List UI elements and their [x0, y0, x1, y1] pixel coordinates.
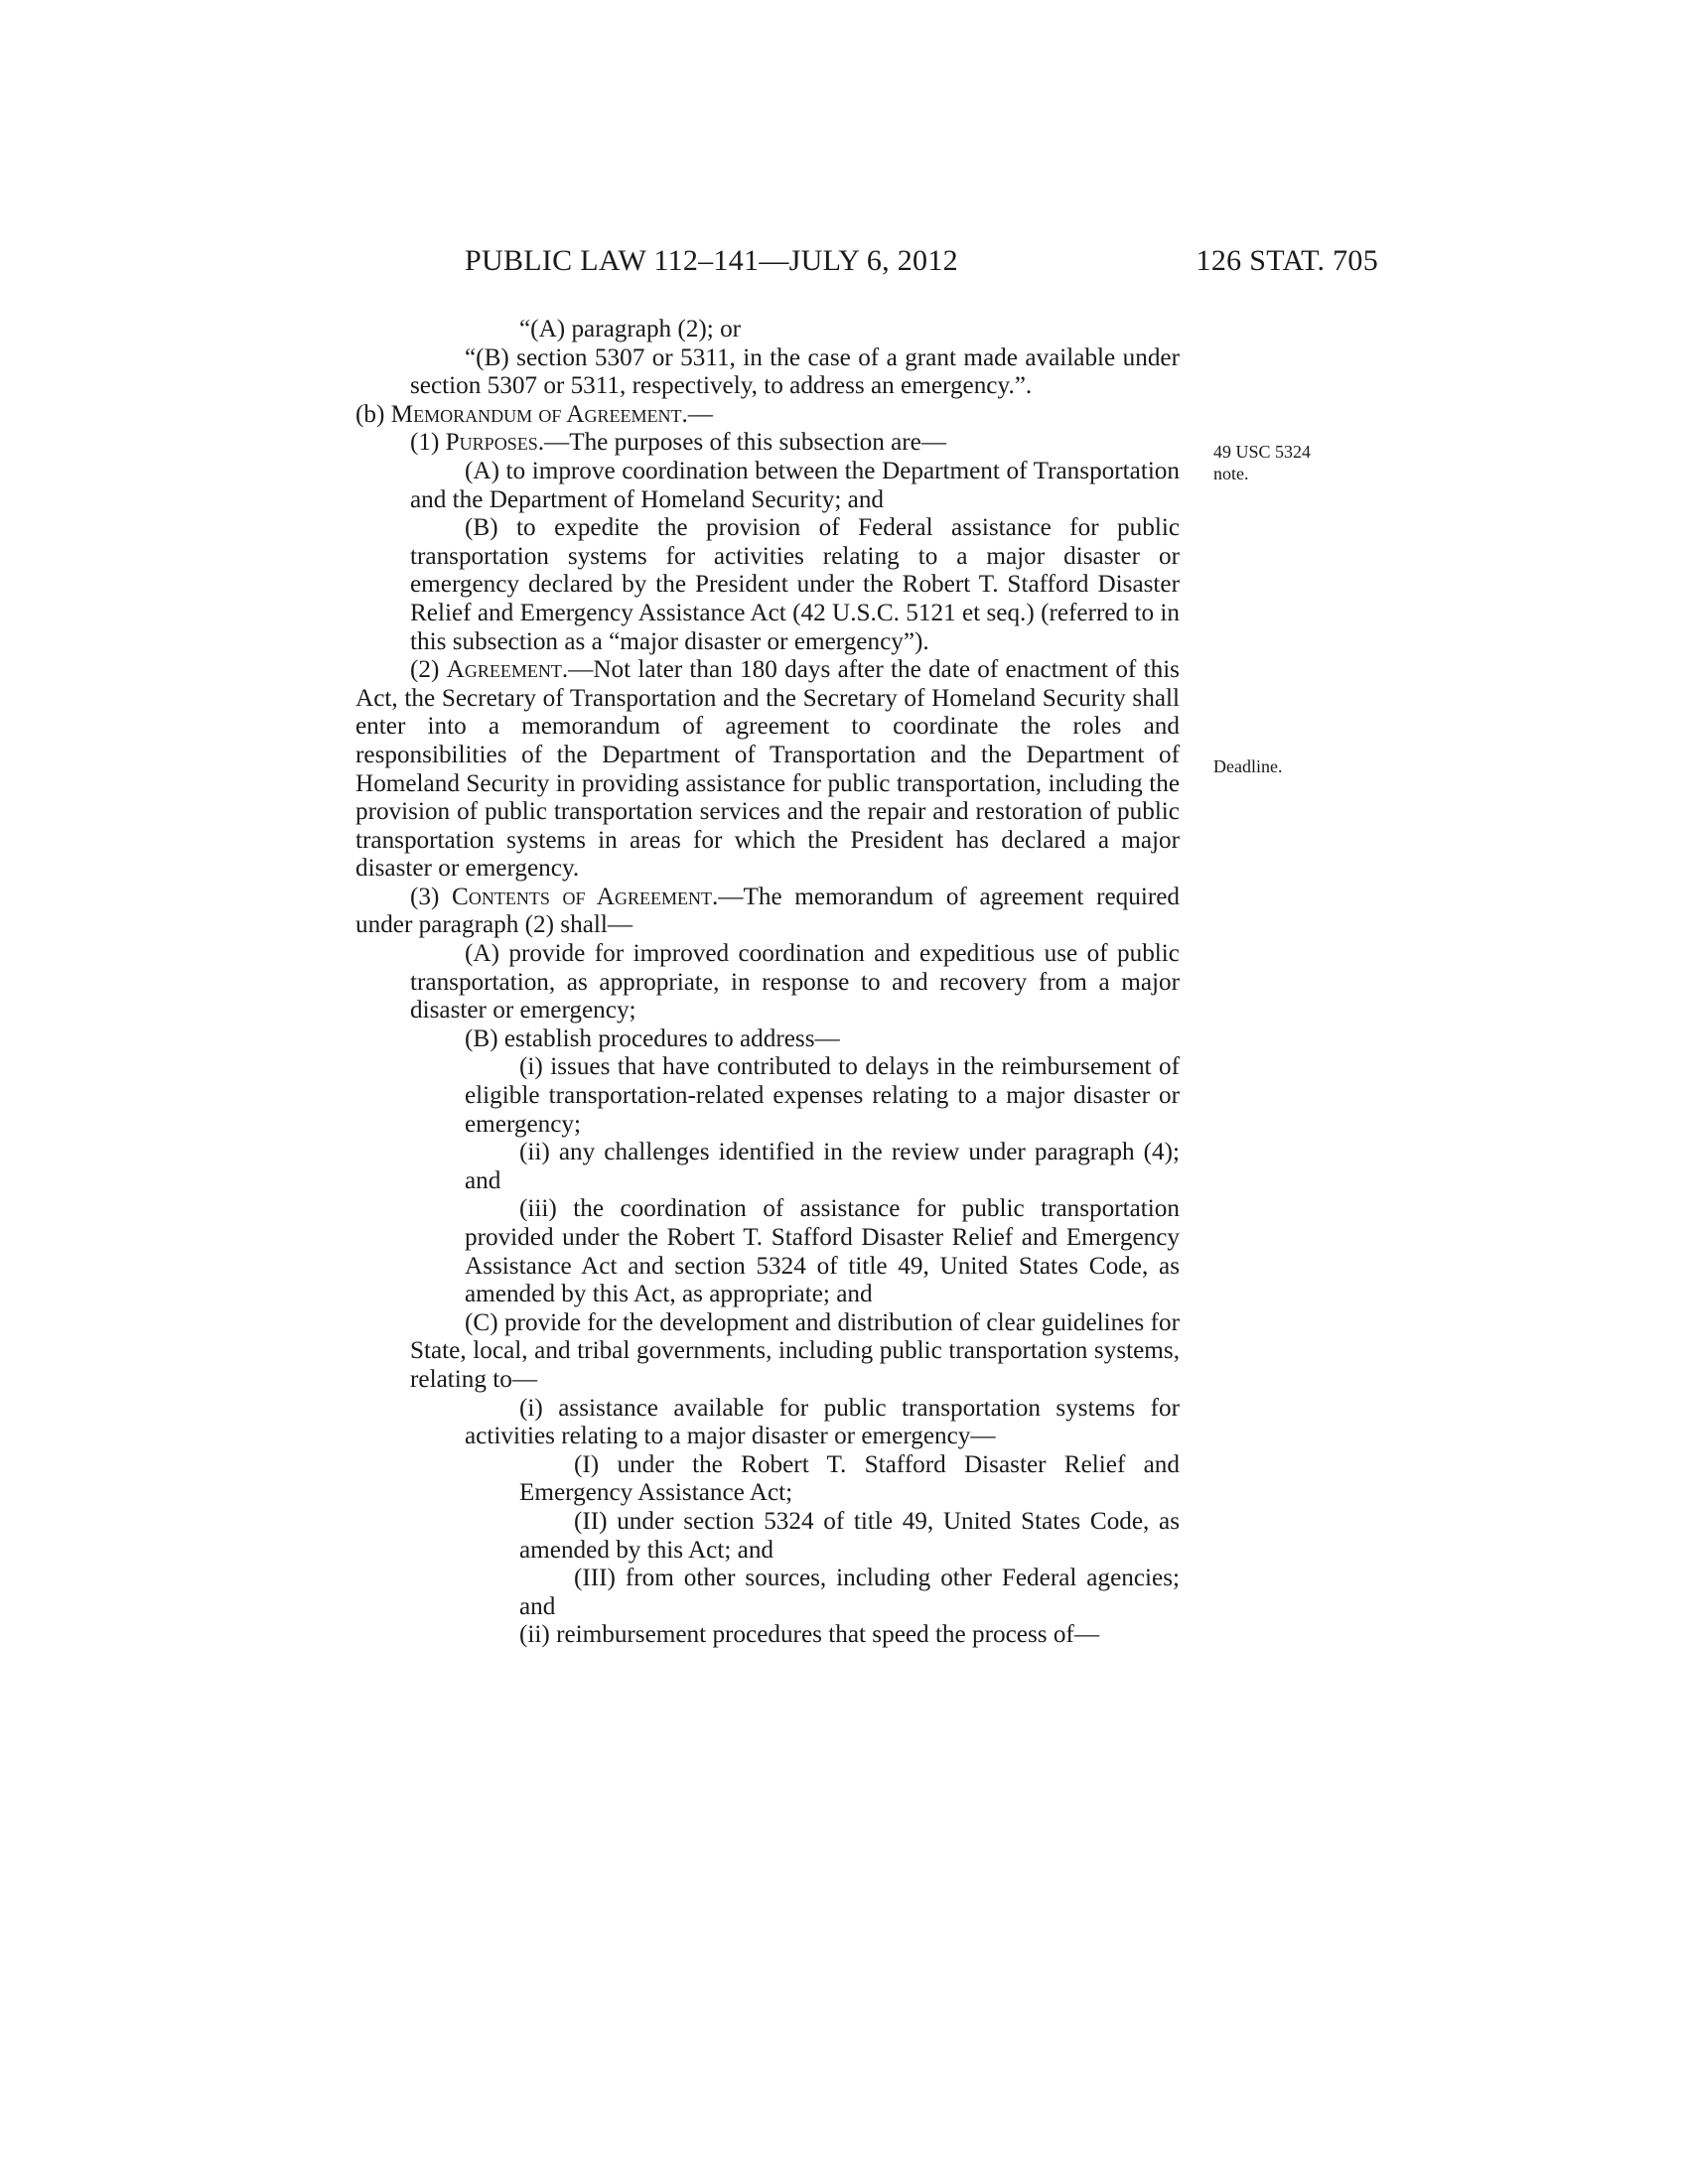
- paragraph-1-text: .—The purposes of this subsection are—: [537, 429, 947, 457]
- paragraph-3b-i: (i) issues that have contributed to delays in the reimbursement of eligible transportation-related expenses relating to a major disaster or emergency;: [465, 1053, 1180, 1138]
- paragraph-3-label: (3): [410, 883, 453, 910]
- paragraph-3c: (C) provide for the development and distribution of clear guidelines for State, local, and tribal governments, including public transportation systems, relating to—: [410, 1308, 1180, 1393]
- paragraph-3c-i-I: (I) under the Robert T. Stafford Disaster Relief and Emergency Assistance Act;: [519, 1450, 1180, 1507]
- page-title: PUBLIC LAW 112–141—JULY 6, 2012: [465, 244, 958, 277]
- subsection-b-label: (b): [355, 400, 391, 428]
- paragraph-1-title: Purposes: [445, 429, 538, 457]
- paragraph-3-text: .—The memorandum of agreement required under paragraph (2) shall—: [355, 883, 1180, 939]
- statute-page-reference: 126 STAT. 705: [1196, 244, 1378, 277]
- paragraph-2-agreement: [355, 656, 1180, 884]
- paragraph-3-contents: [355, 884, 1180, 940]
- paragraph-3b-iii: (iii) the coordination of assistance for public transportation provided under the Robert T. Stafford Disaster Relief and Emergency Assistance Act and section 5324 of title 49, United States Code, as amended by this Act, as appropriate; and: [465, 1195, 1180, 1308]
- margin-note-usc-citation: 49 USC 5324 note.: [1213, 442, 1312, 483]
- paragraph-2-label: (2): [410, 656, 447, 684]
- paragraph-3c-i: (i) assistance available for public transportation systems for activities relating to a major disaster or emergency—: [465, 1394, 1180, 1450]
- paragraph-1a: (A) to improve coordination between the Department of Transportation and the Department of Homeland Security; and: [410, 457, 1180, 513]
- paragraph-1-label: (1): [410, 429, 446, 457]
- paragraph-2-text: .—Not later than 180 days after the date of enactment of this Act, the Secretary of Transportation and the Secretary of Homeland Security shall enter into a memorandum of agreement to coordinate the roles and responsibilities of the Department of Transportation and the Department of Homeland Security in providing assistance for public transportation, including the provision of public transportation services and the repair and restoration of public transportation systems in areas for which the President has declared a major disaster or emergency.: [355, 656, 1180, 883]
- paragraph-b-section: “(B) section 5307 or 5311, in the case of a grant made available under section 5307 or 5311, respectively, to address an emergency.”.: [410, 343, 1180, 400]
- subsection-b-heading: [355, 401, 1180, 430]
- subsection-b-suffix: .—: [681, 400, 713, 428]
- paragraph-3c-i-III: (III) from other sources, including other Federal agencies; and: [519, 1565, 1180, 1620]
- statute-body: [355, 316, 1180, 1650]
- paragraph-3b: (B) establish procedures to address—: [465, 1024, 840, 1052]
- paragraph-3c-i-II: (II) under section 5324 of title 49, United States Code, as amended by this Act; and: [519, 1507, 1180, 1564]
- paragraph-3b-ii: (ii) any challenges identified in the review under paragraph (4); and: [465, 1139, 1180, 1194]
- paragraph-a-para2: “(A) paragraph (2); or: [519, 316, 742, 342]
- paragraph-1-purposes: [355, 429, 1180, 458]
- paragraph-3c-ii: (ii) reimbursement procedures that speed the process of—: [519, 1621, 1100, 1649]
- subsection-b-title: Memorandum of Agreement: [390, 400, 682, 428]
- margin-note-deadline: Deadline.: [1213, 756, 1283, 776]
- paragraph-1b: (B) to expedite the provision of Federal assistance for public transportation systems for activities relating to a major disaster or emergency declared by the President under the Robert T. Stafford Disaster Relief and Emergency Assistance Act (42 U.S.C. 5121 et seq.) (referred to in this subsection as a “major disaster or emergency”).: [410, 514, 1180, 655]
- page-header: [465, 244, 1378, 284]
- paragraph-2-title: Agreement: [446, 656, 562, 684]
- paragraph-3a: (A) provide for improved coordination and expeditious use of public transportation, as appropriate, in response to and recovery from a major disaster or emergency;: [410, 940, 1180, 1024]
- paragraph-3-title: Contents of Agreement: [452, 883, 712, 910]
